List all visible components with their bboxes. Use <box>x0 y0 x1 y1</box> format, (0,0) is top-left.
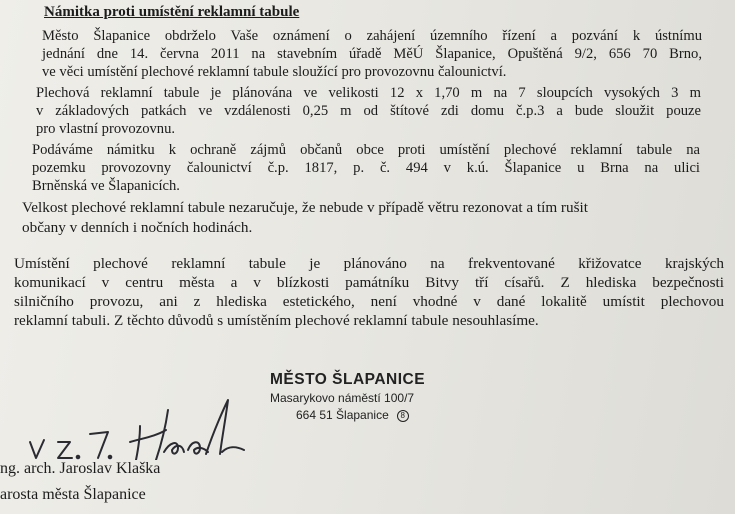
signer-name: ng. arch. Jaroslav Klaška <box>0 460 161 477</box>
paragraph-line: jednání dne 14. června 2011 na stavebním úřadě MěÚ Šlapanice, Opuštěná 9/2, 656 70 Brno, <box>42 46 702 62</box>
paragraph-line: reklamní tabuli. Z těchto důvodů s umístěním plechové reklamní tabule nesouhlasíme. <box>14 312 539 329</box>
stamp-city-line <box>296 408 425 422</box>
paragraph-line: Plechová reklamní tabule je plánována ve velikosti 12 x 1,70 m na 7 sloupcích vysokých 3 m <box>36 85 701 101</box>
stamp-city: 664 51 Šlapanice <box>296 408 389 422</box>
paragraph-line: Umístění plechové reklamní tabule je plánováno na frekventované křižovatce krajských <box>14 255 724 272</box>
paragraph-line: ve věci umístění plechové reklamní tabule sloužící pro provozovnu čalounictví. <box>42 64 507 80</box>
office-stamp <box>268 371 425 422</box>
paragraph-line: Město Šlapanice obdrželo Vaše oznámení o zahájení územního řízení a pozvání k ústnímu <box>42 28 702 44</box>
stamp-name: MĚSTO ŠLAPANICE <box>270 371 426 388</box>
paragraph-objection <box>32 141 700 195</box>
paragraph-noise <box>22 198 692 238</box>
paragraph-location <box>14 254 724 330</box>
paragraph-sign-dimensions <box>36 84 701 138</box>
signer-role: arosta města Šlapanice <box>0 486 146 503</box>
stamp-circle-mark: 8 <box>397 410 409 422</box>
paragraph-line: Brněnská ve Šlapanicích. <box>32 178 180 194</box>
document-title: Námitka proti umístění reklamní tabule <box>44 4 300 20</box>
stamp-street: Masarykovo náměstí 100/7 <box>270 391 415 405</box>
handwritten-signature <box>28 390 248 460</box>
paragraph-line: pro vlastní provozovnu. <box>36 121 176 137</box>
paragraph-line: Podáváme námitku k ochraně zájmů občanů obce proti umístění plechové reklamní tabule na <box>32 142 700 158</box>
paragraph-line: silničního provozu, ani z hlediska estetického, není vhodné v dané lokalitě umístit plechovou <box>14 293 724 310</box>
paragraph-line: v základových patkách ve vzdálenosti 0,25 m od štítové zdi domu č.p.3 a bude sloužit pouze <box>36 103 701 119</box>
paragraph-line: pozemku provozovny čalounictví č.p. 1817, p. č. 494 v k.ú. Šlapanice u Brna na ulici <box>32 160 700 176</box>
paragraph-line: Velkost plechové reklamní tabule nezaručuje, že nebude v případě větru rezonovat a tím rušit <box>22 199 588 216</box>
paragraph-line: občany v denních i nočních hodinách. <box>22 219 253 236</box>
paragraph-line: komunikací v centru města a v blízkosti památníku Bitvy tří císařů. Z hlediska bezpečnosti <box>14 274 724 291</box>
paragraph-notice-received <box>42 27 702 81</box>
